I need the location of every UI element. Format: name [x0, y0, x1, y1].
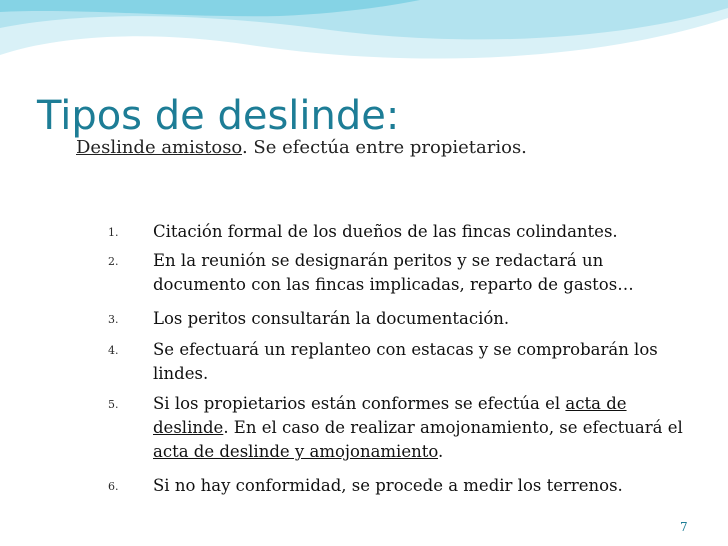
list-item-text: Citación formal de los dueños de las fincas colindantes. — [153, 222, 618, 241]
list-item-number: 5. — [108, 398, 119, 411]
list-item-number: 2. — [108, 255, 119, 268]
list-item-number: 4. — [108, 344, 119, 357]
slide-title: Tipos de deslinde: — [37, 93, 400, 139]
subtitle-term: Deslinde amistoso — [76, 137, 242, 158]
list-item-text: Los peritos consultarán la documentación. — [153, 309, 510, 328]
list-item-number: 6. — [108, 480, 119, 493]
list-item-text: En la reunión se designarán peritos y se redactará un documento con las fincas implicadas, reparto de gastos… — [153, 251, 634, 294]
list-item-text: Se efectuará un replanteo con estacas y se comprobarán los lindes. — [153, 340, 658, 383]
subtitle-rest: . Se efectúa entre propietarios. — [241, 137, 527, 158]
list-item-number: 3. — [108, 313, 119, 326]
acta-deslinde-amojonamiento-term: acta de deslinde y amojonamiento — [153, 442, 438, 461]
list-item-text: Si no hay conformidad, se procede a medir los terrenos. — [153, 476, 623, 495]
list-item-number: 1. — [108, 226, 119, 239]
page-number: 7 — [680, 520, 688, 534]
list-item-text: Si los propietarios están conformes se efectúa el acta de deslinde. En el caso de realizar amojonamiento, se efectuará el acta de deslinde y amojonamiento. — [153, 394, 683, 461]
slide-subtitle — [76, 135, 527, 161]
acta-deslinde-term: acta de deslinde — [153, 394, 627, 437]
